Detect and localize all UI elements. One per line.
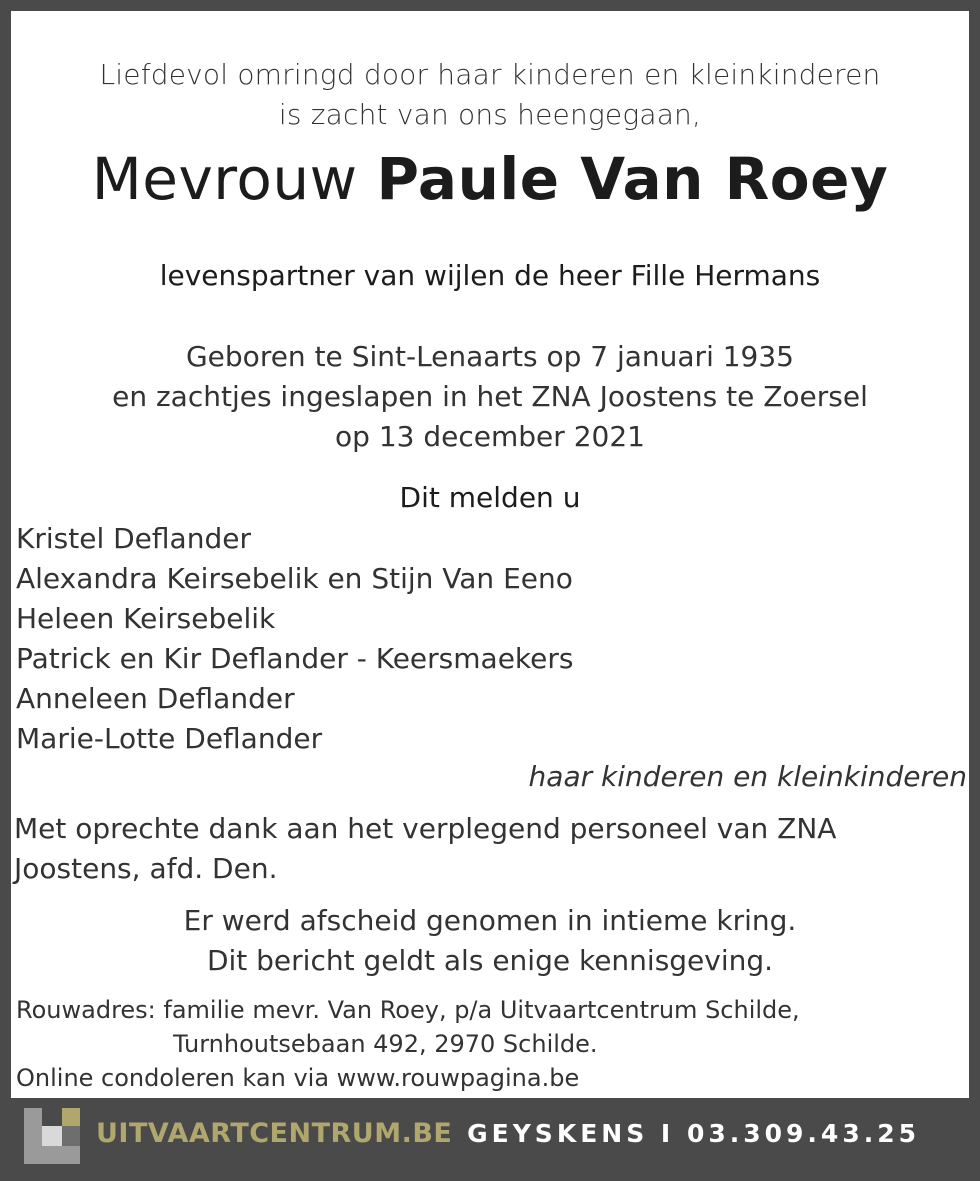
farewell-text bbox=[11, 901, 969, 981]
family-member: Heleen Keirsebelik bbox=[16, 602, 276, 635]
relation-note: haar kinderen en kleinkinderen bbox=[528, 760, 967, 793]
phone-number[interactable]: 03.309.43.25 bbox=[686, 1119, 920, 1148]
company-name: GEYSKENS bbox=[467, 1119, 649, 1148]
separator: I bbox=[660, 1119, 675, 1148]
obituary-card bbox=[11, 11, 969, 1098]
dates-text bbox=[11, 337, 969, 457]
family-member: Patrick en Kir Deflander - Keersmaekers bbox=[16, 642, 574, 675]
partner-line: levenspartner van wijlen de heer Fille Hermans bbox=[159, 259, 821, 292]
family-list bbox=[16, 519, 573, 759]
contact-info bbox=[467, 1115, 920, 1153]
online-condolence: Online condoleren kan via www.rouwpagina.be bbox=[16, 1064, 580, 1092]
thanks-text: Met oprechte dank aan het verplegend personeel van ZNA Joostens, afd. Den. bbox=[14, 812, 837, 885]
farewell-line: Dit bericht geldt als enige kennisgeving. bbox=[206, 944, 774, 977]
address-line: Rouwadres: familie mevr. Van Roey, p/a Uitvaartcentrum Schilde, bbox=[16, 996, 800, 1024]
date-line: op 13 december 2021 bbox=[335, 420, 645, 453]
deceased-name bbox=[11, 144, 969, 214]
family-member: Anneleen Deflander bbox=[16, 682, 295, 715]
intro-line: Liefdevol omringd door haar kinderen en kleinkinderen bbox=[99, 58, 881, 91]
name-full: Paule Van Roey bbox=[376, 145, 889, 213]
date-line: en zachtjes ingeslapen in het ZNA Joostens te Zoersel bbox=[112, 380, 868, 413]
family-member: Alexandra Keirsebelik en Stijn Van Eeno bbox=[16, 562, 573, 595]
date-line: Geboren te Sint-Lenaarts op 7 januari 1935 bbox=[185, 340, 794, 373]
footer-bar bbox=[0, 1098, 980, 1181]
name-title: Mevrouw bbox=[91, 145, 358, 213]
brand-link[interactable]: UITVAARTCENTRUM.BE bbox=[96, 1118, 453, 1149]
intro-line: is zacht van ons heengegaan, bbox=[278, 98, 702, 131]
intro-text bbox=[11, 55, 969, 135]
farewell-line: Er werd afscheid genomen in intieme kring. bbox=[183, 904, 797, 937]
address-line: Turnhoutsebaan 492, 2970 Schilde. bbox=[173, 1030, 598, 1058]
uitvaartcentrum-logo-icon bbox=[24, 1108, 80, 1164]
family-member: Kristel Deflander bbox=[16, 522, 251, 555]
address-block bbox=[16, 993, 800, 1095]
family-member: Marie-Lotte Deflander bbox=[16, 722, 323, 755]
announce-heading: Dit melden u bbox=[399, 481, 581, 514]
